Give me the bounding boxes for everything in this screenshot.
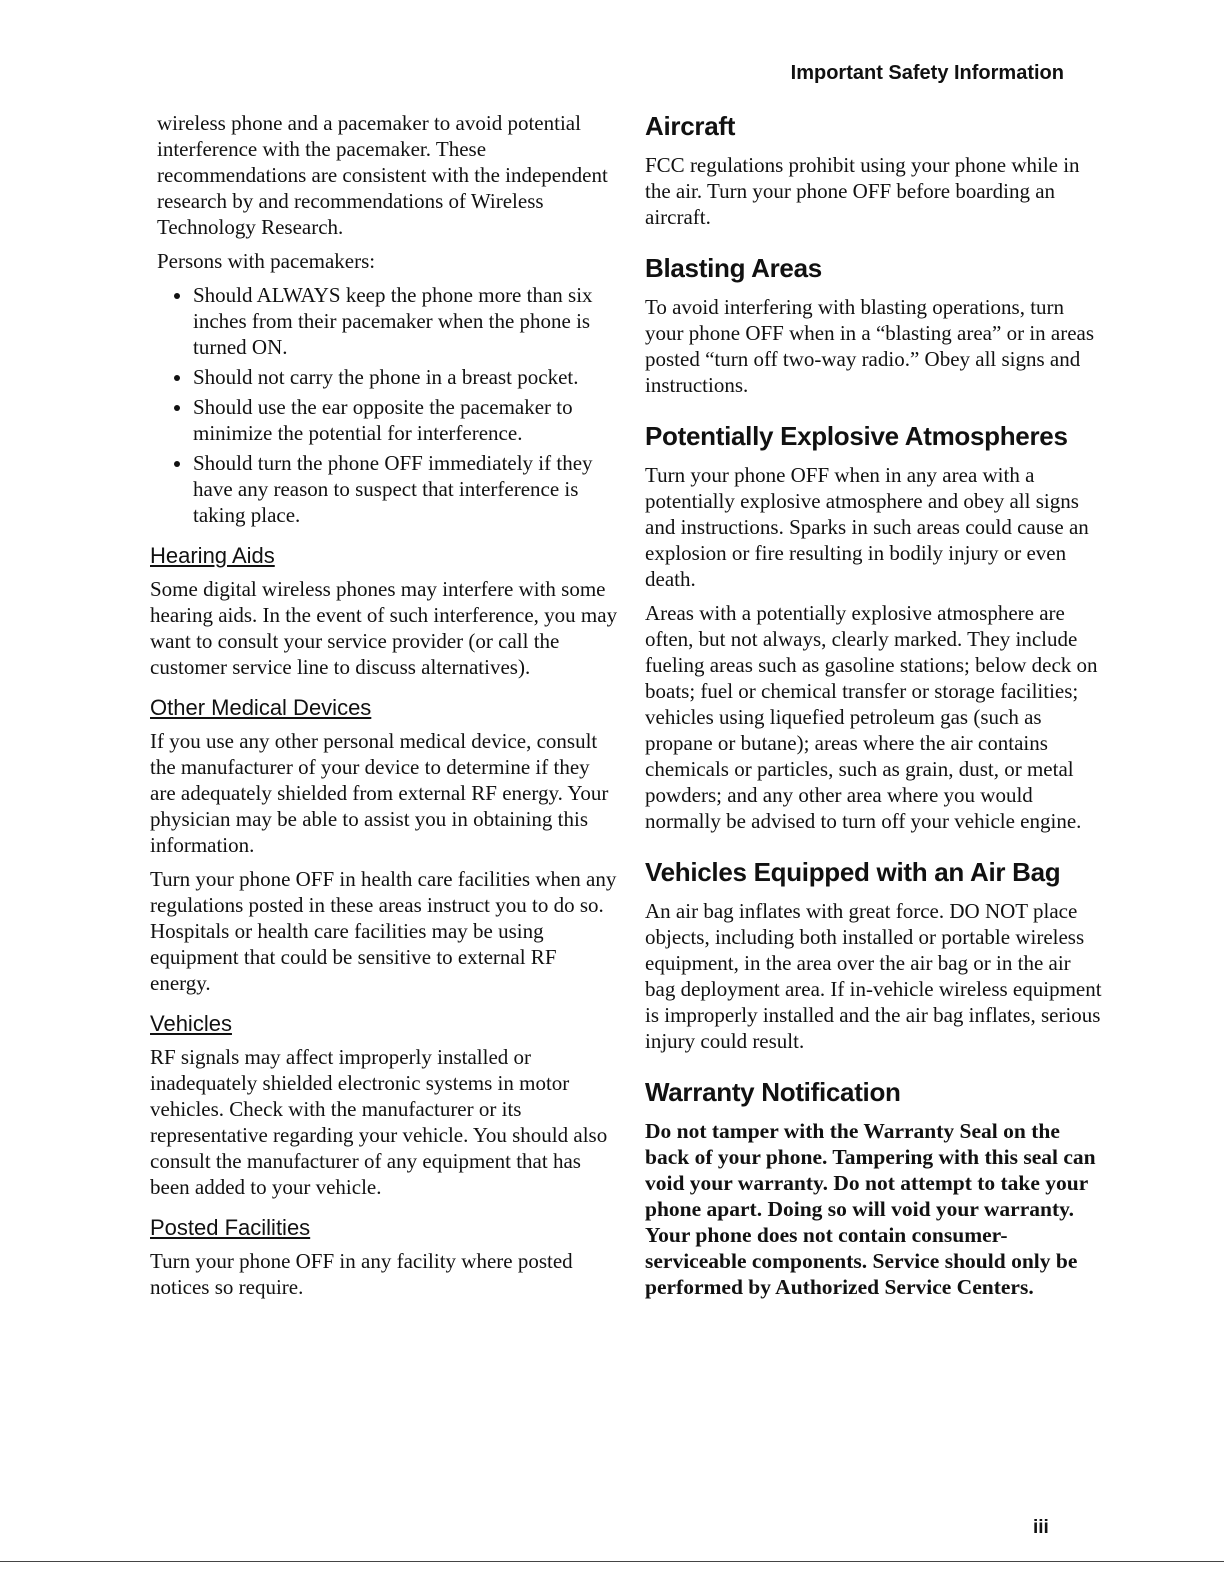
other-medical-devices-heading: Other Medical Devices bbox=[150, 695, 372, 720]
warranty-text: Do not tamper with the Warranty Seal on the back of your phone. Tampering with this seal can void your warranty. Do not attempt to take your phone apart. Doing so will void your warranty. Your phone does not contain consumer-serviceable components. Service should only be performed by Authorized Service Centers. bbox=[645, 1119, 1096, 1299]
left-column bbox=[150, 110, 620, 1308]
posted-facilities-heading: Posted Facilities bbox=[150, 1215, 311, 1240]
running-header: Important Safety Information bbox=[790, 62, 1064, 84]
blasting-areas-heading: Blasting Areas bbox=[645, 253, 822, 283]
explosive-atmospheres-heading: Potentially Explosive Atmospheres bbox=[645, 421, 1068, 451]
explosive-areas-text: Areas with a potentially explosive atmosphere are often, but not always, clearly marked. They include fueling areas such as gasoline stations; below deck on boats; fuel or chemical transfer or storage facilities; vehicles using liquefied petroleum gas (such as propane or butane); areas where the air contains chemicals or particles, such as grain, dust, or metal powders; and any other area where you would normally be advised to turn off your vehicle engine. bbox=[645, 601, 1098, 833]
warranty-section bbox=[645, 1076, 1105, 1300]
pacemaker-list-lead: Persons with pacemakers: bbox=[157, 249, 376, 273]
health-care-facilities-text: Turn your phone OFF in health care facilities when any regulations posted in these areas instruct you to do so. Hospitals or health care facilities may be using equipment that could be sensitive to external RF energy. bbox=[150, 867, 617, 995]
blasting-areas-section bbox=[645, 252, 1105, 398]
aircraft-text: FCC regulations prohibit using your phone while in the air. Turn your phone OFF before boarding an aircraft. bbox=[645, 153, 1080, 229]
air-bag-section bbox=[645, 856, 1105, 1054]
pacemaker-list bbox=[150, 282, 620, 528]
list-item: • Should use the ear opposite the pacemaker to minimize the potential for interference. bbox=[193, 394, 620, 446]
posted-facilities-text: Turn your phone OFF in any facility where posted notices so require. bbox=[150, 1249, 573, 1299]
other-medical-devices-text: If you use any other personal medical device, consult the manufacturer of your device to determine if they are adequately shielded from external RF energy. Your physician may be able to assist you in obtaining this information. bbox=[150, 729, 609, 857]
list-item: • Should not carry the phone in a breast pocket. bbox=[193, 364, 620, 390]
air-bag-heading: Vehicles Equipped with an Air Bag bbox=[645, 857, 1061, 887]
air-bag-text: An air bag inflates with great force. DO NOT place objects, including both installed or portable wireless equipment, in the area over the air bag or in the air bag deployment area. If in-vehicle wireless equipment is improperly installed and the air bag inflates, serious injury could result. bbox=[645, 899, 1102, 1053]
aircraft-section bbox=[645, 110, 1105, 230]
blasting-areas-text: To avoid interfering with blasting operations, turn your phone OFF when in a “blasting area” or in areas posted “turn off two-way radio.” Obey all signs and instructions. bbox=[645, 295, 1095, 397]
pacemaker-intro-text: wireless phone and a pacemaker to avoid potential interference with the pacemaker. These recommendations are consistent with the independent research by and recommendations of Wireless Technology Research. bbox=[157, 111, 608, 239]
vehicles-text: RF signals may affect improperly installed or inadequately shielded electronic systems in motor vehicles. Check with the manufacturer or its representative regarding your vehicle. You should also consult the manufacturer of any equipment that has been added to your vehicle. bbox=[150, 1045, 608, 1199]
hearing-aids-heading: Hearing Aids bbox=[150, 543, 275, 568]
vehicles-heading: Vehicles bbox=[150, 1011, 232, 1036]
page-number: iii bbox=[1033, 1517, 1049, 1538]
list-item: • Should turn the phone OFF immediately if they have any reason to suspect that interference is taking place. bbox=[193, 450, 620, 528]
warranty-heading: Warranty Notification bbox=[645, 1077, 901, 1107]
bottom-divider bbox=[0, 1561, 1224, 1562]
right-column bbox=[645, 110, 1105, 1322]
explosive-atmospheres-text: Turn your phone OFF when in any area with a potentially explosive atmosphere and obey all signs and instructions. Sparks in such areas could cause an explosion or fire resulting in bodily injury or even death. bbox=[645, 463, 1089, 591]
hearing-aids-text: Some digital wireless phones may interfere with some hearing aids. In the event of such interference, you may want to consult your service provider (or call the customer service line to discuss alternatives). bbox=[150, 577, 618, 679]
aircraft-heading: Aircraft bbox=[645, 111, 736, 141]
explosive-atmospheres-section bbox=[645, 420, 1105, 834]
list-item: • Should ALWAYS keep the phone more than six inches from their pacemaker when the phone is turned ON. bbox=[193, 282, 620, 360]
